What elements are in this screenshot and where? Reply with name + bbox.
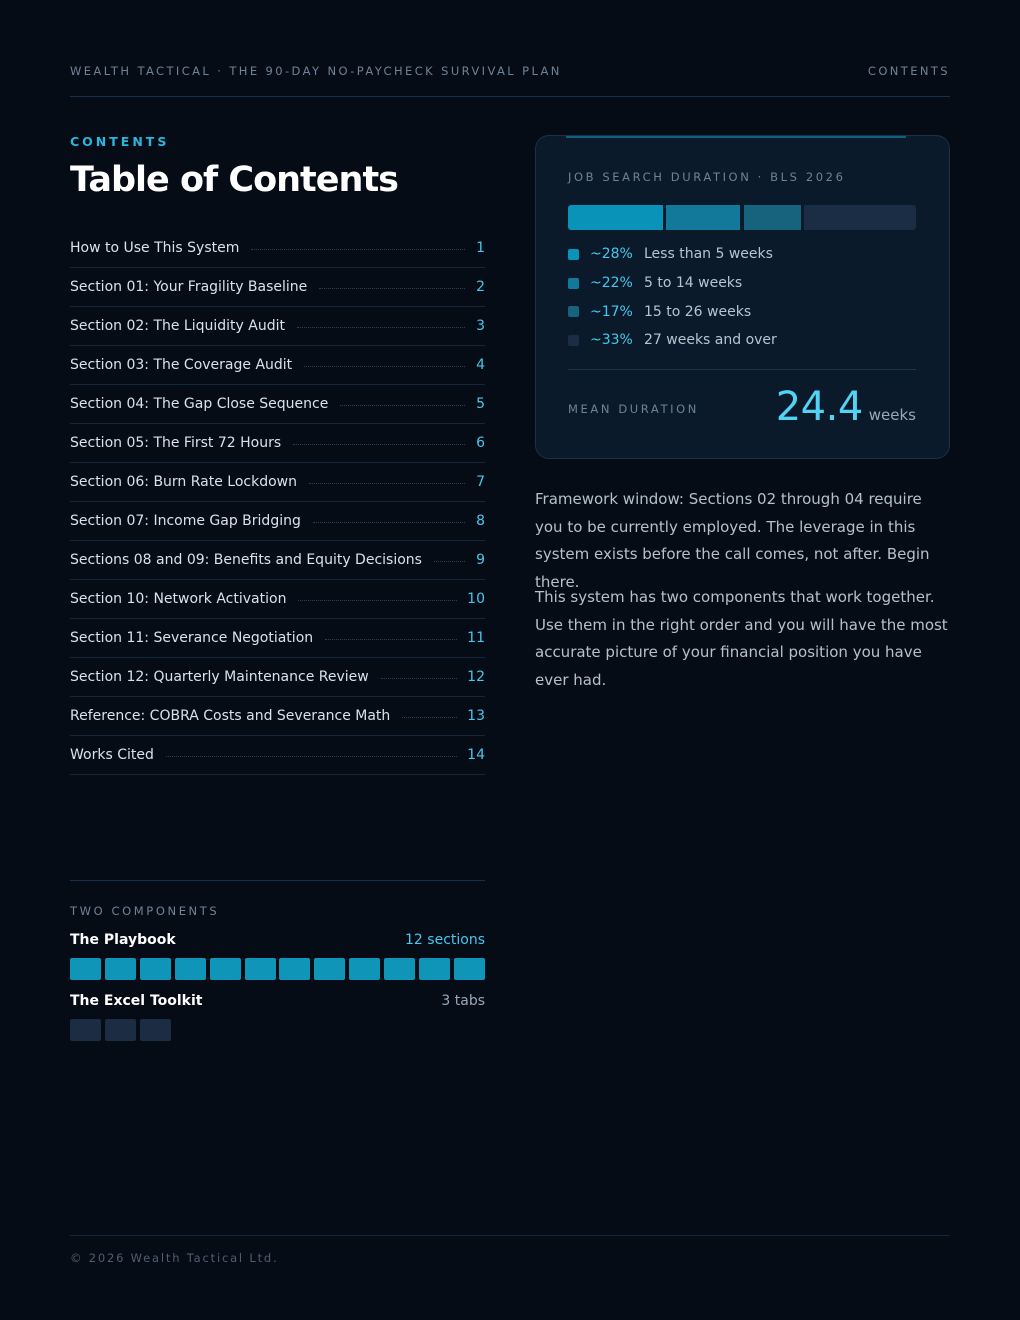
legend-label: 5 to 14 weeks <box>644 275 743 292</box>
card-divider <box>568 369 916 370</box>
legend-item <box>568 326 916 355</box>
toc-page-number: 6 <box>476 435 485 451</box>
distribution-segment <box>744 205 802 230</box>
toc-entry[interactable] <box>70 346 485 385</box>
toc-entry-label: Section 12: Quarterly Maintenance Review <box>70 669 369 685</box>
toc-entry-label: Section 05: The First 72 Hours <box>70 435 282 451</box>
mean-duration-number: 24.4 <box>775 384 863 430</box>
toc-entry-label: Section 07: Income Gap Bridging <box>70 513 301 529</box>
toc-entry-label: Sections 08 and 09: Benefits and Equity Decisions <box>70 552 422 568</box>
legend-label: 27 weeks and over <box>644 332 777 349</box>
dot-leader <box>325 639 457 640</box>
running-title: WEALTH TACTICAL · THE 90-DAY NO-PAYCHECK SURVIVAL PLAN <box>70 64 562 78</box>
legend-label: Less than 5 weeks <box>644 246 773 263</box>
legend-swatch <box>568 278 579 289</box>
footer-divider <box>70 1235 950 1236</box>
section-block <box>384 958 415 980</box>
mean-duration-unit: weeks <box>868 406 916 424</box>
legend-swatch <box>568 335 579 346</box>
distribution-segment <box>804 205 916 230</box>
toc-entry[interactable] <box>70 268 485 307</box>
toc-entry-label: Reference: COBRA Costs and Severance Math <box>70 708 391 724</box>
section-block <box>175 958 206 980</box>
components-divider <box>70 880 485 881</box>
toc-entry-label: Works Cited <box>70 747 154 763</box>
toc-page-number: 12 <box>467 669 485 685</box>
toc-entry-label: Section 02: The Liquidity Audit <box>70 318 285 334</box>
tab-block <box>70 1019 101 1041</box>
dot-leader <box>293 444 465 445</box>
card-kicker: JOB SEARCH DURATION · BLS 2026 <box>568 170 846 184</box>
components-kicker: TWO COMPONENTS <box>70 904 220 918</box>
section-block <box>210 958 241 980</box>
toc-page-number: 2 <box>476 279 485 295</box>
toc-entry[interactable] <box>70 424 485 463</box>
toc-entry-label: Section 10: Network Activation <box>70 591 287 607</box>
section-block <box>279 958 310 980</box>
toc-list <box>70 229 485 775</box>
toc-page-number: 10 <box>467 591 485 607</box>
distribution-segment <box>666 205 741 230</box>
toc-entry-label: Section 04: The Gap Close Sequence <box>70 396 329 412</box>
section-block <box>245 958 276 980</box>
component-playbook <box>70 932 485 980</box>
header-divider <box>70 96 950 97</box>
page-title: Table of Contents <box>70 160 399 200</box>
document-page <box>70 0 950 1320</box>
tab-blocks <box>70 1019 485 1041</box>
job-search-duration-card <box>535 135 950 459</box>
tab-block <box>140 1019 171 1041</box>
toc-page-number: 3 <box>476 318 485 334</box>
toc-page-number: 5 <box>476 396 485 412</box>
toc-page-number: 14 <box>467 747 485 763</box>
legend-swatch <box>568 306 579 317</box>
toc-page-number: 1 <box>476 240 485 256</box>
component-name: The Playbook <box>70 932 176 948</box>
legend-item <box>568 269 916 298</box>
dot-leader <box>309 483 465 484</box>
dot-leader <box>434 561 465 562</box>
component-count: 12 sections <box>405 932 485 948</box>
component-excel-toolkit <box>70 993 485 1041</box>
framework-window-paragraph: Framework window: Sections 02 through 04 require you to be currently employed. The leverage in this system exists before the call comes, not after. Begin there. <box>535 490 930 591</box>
copyright-notice: © 2026 Wealth Tactical Ltd. <box>70 1251 279 1265</box>
distribution-bar <box>568 205 916 230</box>
dot-leader <box>340 405 465 406</box>
section-block <box>70 958 101 980</box>
distribution-legend <box>568 240 916 355</box>
dot-leader <box>251 249 465 250</box>
toc-entry[interactable] <box>70 658 485 697</box>
section-block <box>454 958 485 980</box>
tab-block <box>105 1019 136 1041</box>
toc-entry[interactable] <box>70 229 485 268</box>
toc-entry[interactable] <box>70 580 485 619</box>
toc-entry[interactable] <box>70 463 485 502</box>
toc-page-number: 13 <box>467 708 485 724</box>
toc-entry[interactable] <box>70 307 485 346</box>
toc-page-number: 4 <box>476 357 485 373</box>
section-block <box>140 958 171 980</box>
toc-page-number: 7 <box>476 474 485 490</box>
toc-entry[interactable] <box>70 736 485 775</box>
legend-percent: ~33% <box>590 332 633 349</box>
section-block <box>314 958 345 980</box>
section-block <box>105 958 136 980</box>
distribution-segment <box>568 205 663 230</box>
dot-leader <box>304 366 465 367</box>
legend-swatch <box>568 249 579 260</box>
legend-item <box>568 297 916 326</box>
section-blocks <box>70 958 485 980</box>
toc-entry[interactable] <box>70 502 485 541</box>
section-label: CONTENTS <box>867 64 950 78</box>
dot-leader <box>297 327 465 328</box>
legend-label: 15 to 26 weeks <box>644 303 752 320</box>
toc-entry[interactable] <box>70 385 485 424</box>
toc-page-number: 11 <box>467 630 485 646</box>
section-block <box>349 958 380 980</box>
dot-leader <box>402 717 457 718</box>
component-name: The Excel Toolkit <box>70 993 203 1009</box>
toc-entry-label: Section 01: Your Fragility Baseline <box>70 279 308 295</box>
section-block <box>419 958 450 980</box>
legend-percent: ~17% <box>590 303 633 320</box>
component-count: 3 tabs <box>441 993 485 1009</box>
toc-entry-label: Section 11: Severance Negotiation <box>70 630 314 646</box>
legend-percent: ~28% <box>590 246 633 263</box>
legend-item <box>568 240 916 269</box>
running-header <box>70 64 950 80</box>
mean-duration-label: MEAN DURATION <box>568 402 699 416</box>
dot-leader <box>381 678 457 679</box>
contents-kicker: CONTENTS <box>70 134 170 149</box>
toc-page-number: 9 <box>476 552 485 568</box>
toc-page-number: 8 <box>476 513 485 529</box>
toc-entry-label: How to Use This System <box>70 240 240 256</box>
legend-percent: ~22% <box>590 275 633 292</box>
toc-entry[interactable] <box>70 697 485 736</box>
dot-leader <box>166 756 457 757</box>
dot-leader <box>319 288 465 289</box>
toc-entry-label: Section 06: Burn Rate Lockdown <box>70 474 298 490</box>
card-accent-line <box>566 136 906 138</box>
toc-entry[interactable] <box>70 619 485 658</box>
dot-leader <box>313 522 465 523</box>
two-components-paragraph: This system has two components that work together. Use them in the right order and you will have the most accurate picture of your financial position you have ever had. <box>535 588 948 689</box>
toc-entry-label: Section 03: The Coverage Audit <box>70 357 293 373</box>
toc-entry[interactable] <box>70 541 485 580</box>
dot-leader <box>298 600 457 601</box>
mean-duration-value <box>776 384 916 430</box>
